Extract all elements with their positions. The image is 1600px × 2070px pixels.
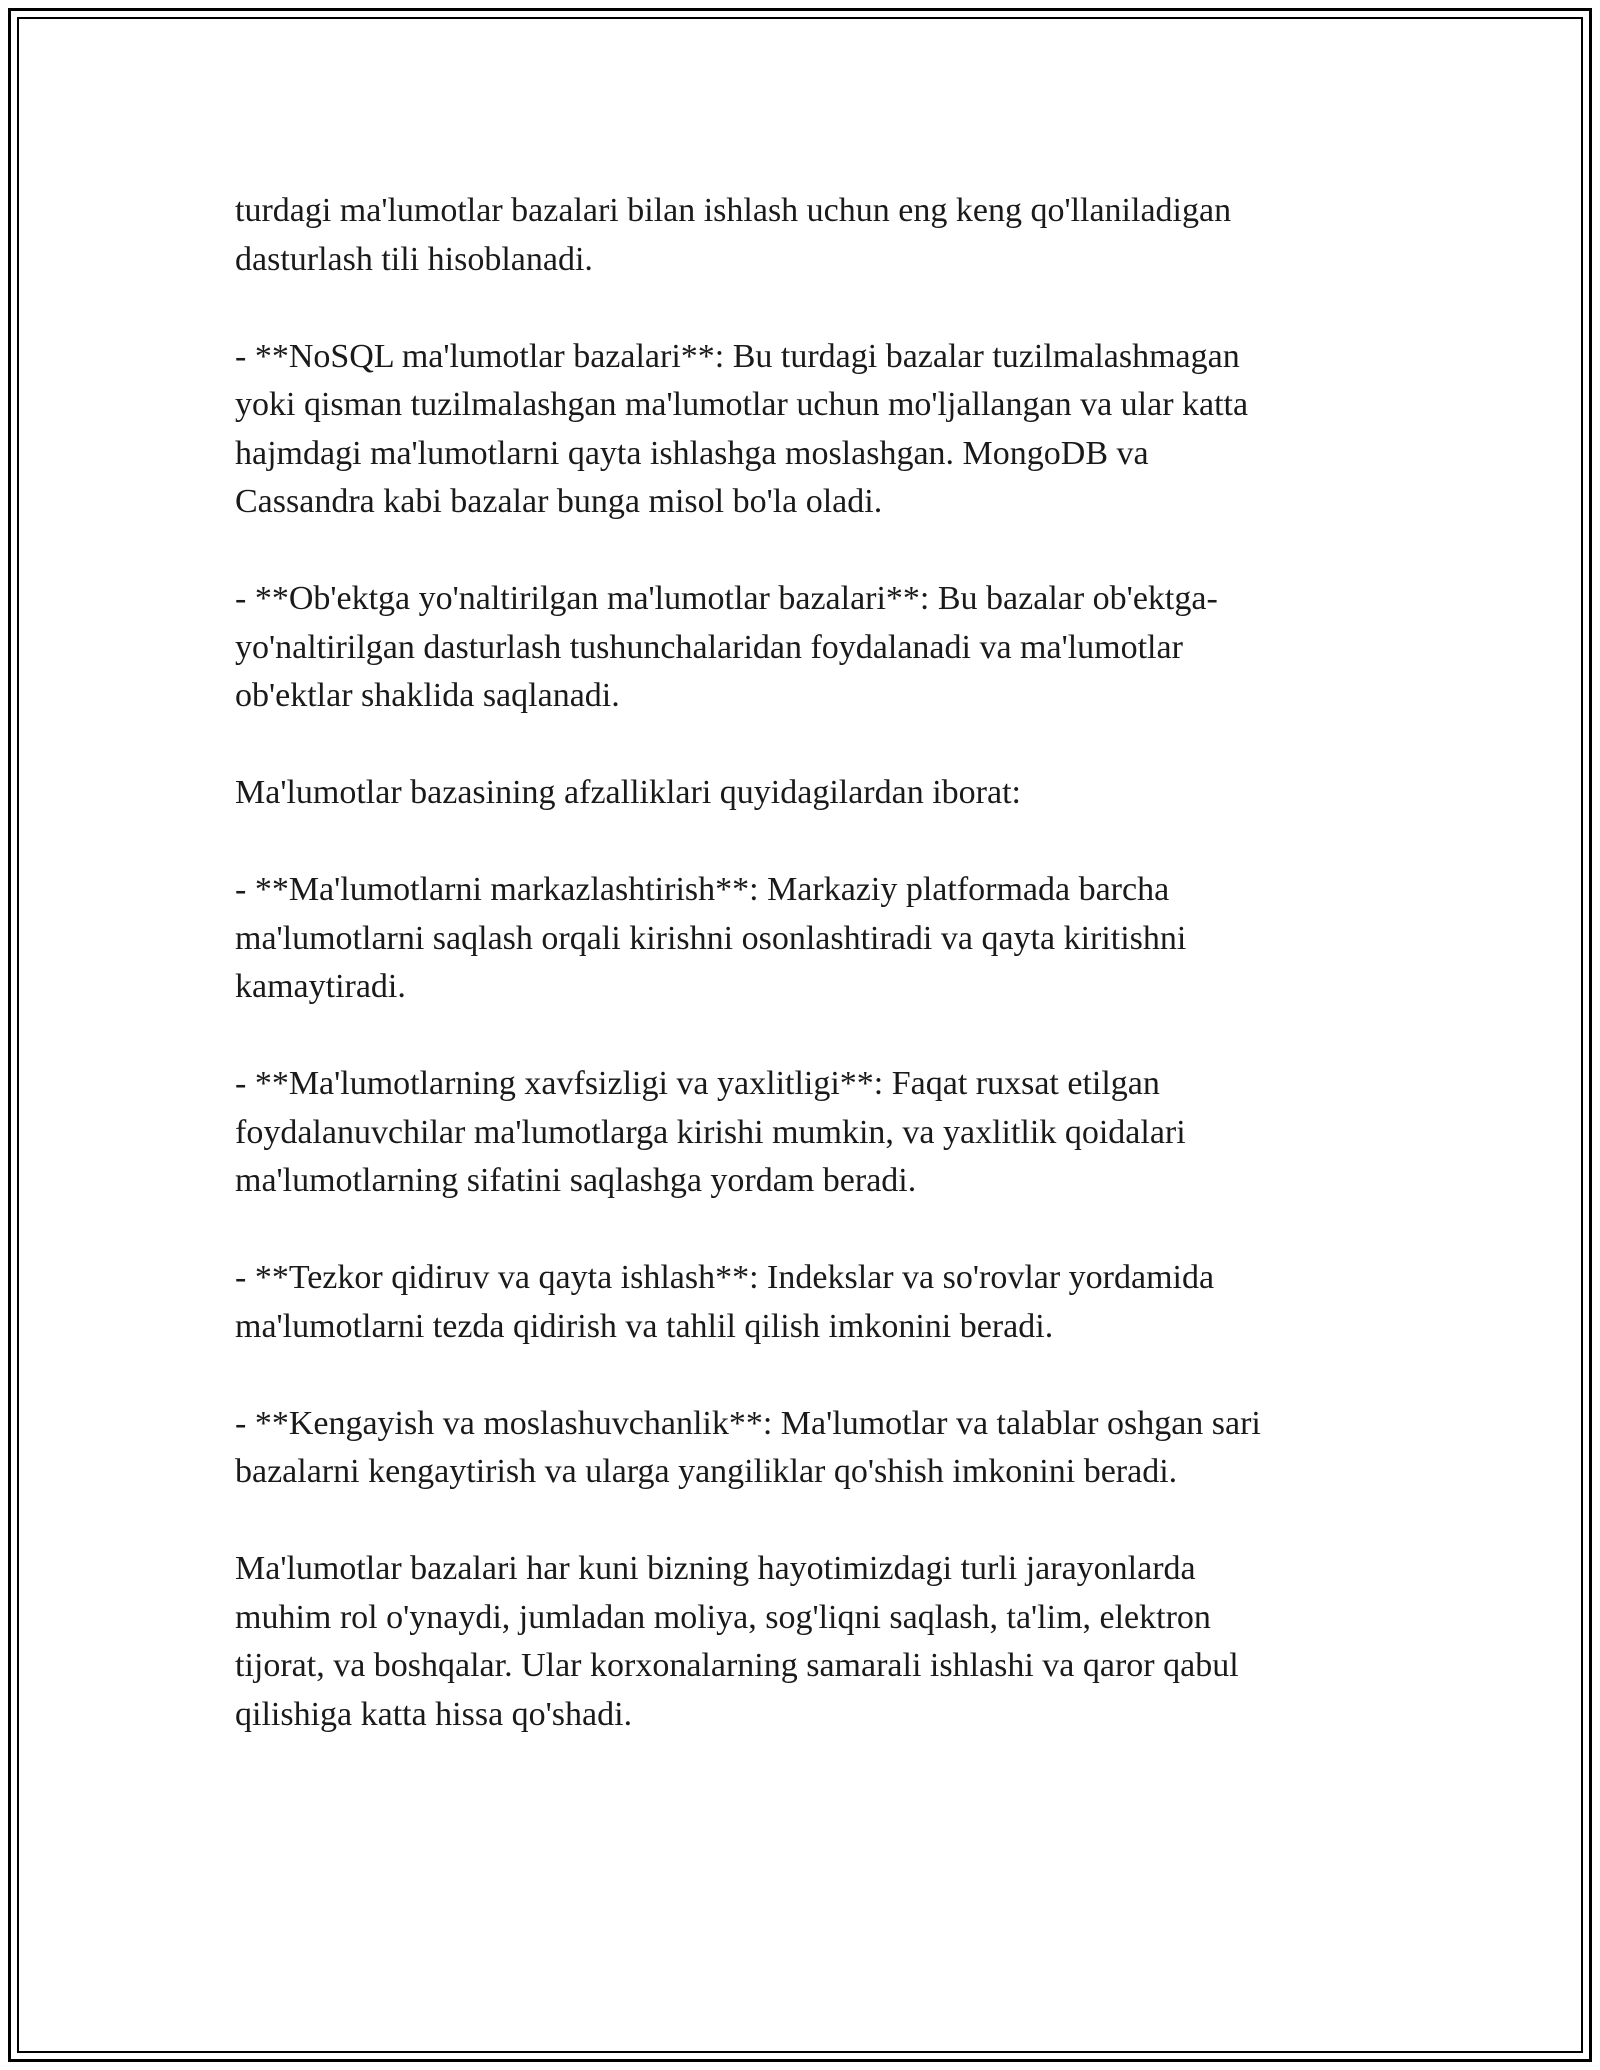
paragraph-conclusion: Ma'lumotlar bazalari har kuni bizning hayotimizdagi turli jarayonlarda muhim rol o'ynaydi, jumladan moliya, sog'liqni saqlash, ta'lim, elektron tijorat, va boshqalar. Ular korxonalarning samarali ishlashi va qaror qabul qilishiga katta hissa qo'shadi.	[235, 1550, 1239, 1733]
document-body	[235, 187, 1375, 1739]
paragraph-advantages-intro: Ma'lumotlar bazasining afzalliklari quyidagilardan iborat:	[235, 774, 1021, 811]
paragraph-centralization: - **Ma'lumotlarni markazlashtirish**: Markaziy platformada barcha ma'lumotlarni saqlash orqali kirishni osonlashtiradi va qayta kiritishni kamaytiradi.	[235, 871, 1187, 1005]
paragraph-fast-search: - **Tezkor qidiruv va qayta ishlash**: Indekslar va so'rovlar yordamida ma'lumotlarni tezda qidirish va tahlil qilish imkonini beradi.	[235, 1259, 1215, 1345]
paragraph-sql-continuation: turdagi ma'lumotlar bazalari bilan ishlash uchun eng keng qo'llaniladigan dasturlash tili hisoblanadi.	[235, 192, 1232, 278]
paragraph-object-oriented-databases: - **Ob'ektga yo'naltirilgan ma'lumotlar bazalari**: Bu bazalar ob'ektga- yo'naltirilgan dasturlash tushunchalaridan foydalanadi va ma'lumotlar ob'ektlar shaklida saqlanadi.	[235, 580, 1218, 714]
paragraph-nosql-databases: - **NoSQL ma'lumotlar bazalari**: Bu turdagi bazalar tuzilmalashmagan yoki qisman tuzilmalashgan ma'lumotlar uchun mo'ljallangan va ular katta hajmdagi ma'lumotlarni qayta ishlashga moslashgan. MongoDB va Cassandra kabi bazalar bunga misol bo'la oladi.	[235, 337, 1249, 520]
paragraph-security-integrity: - **Ma'lumotlarning xavfsizligi va yaxlitligi**: Faqat ruxsat etilgan foydalanuvchilar ma'lumotlarga kirishi mumkin, va yaxlitlik qoidalari ma'lumotlarning sifatini saqlashga yordam beradi.	[235, 1065, 1186, 1199]
paragraph-scalability: - **Kengayish va moslashuvchanlik**: Ma'lumotlar va talablar oshgan sari bazalarni kengaytirish va ularga yangiliklar qo'shish imkonini beradi.	[235, 1404, 1261, 1490]
